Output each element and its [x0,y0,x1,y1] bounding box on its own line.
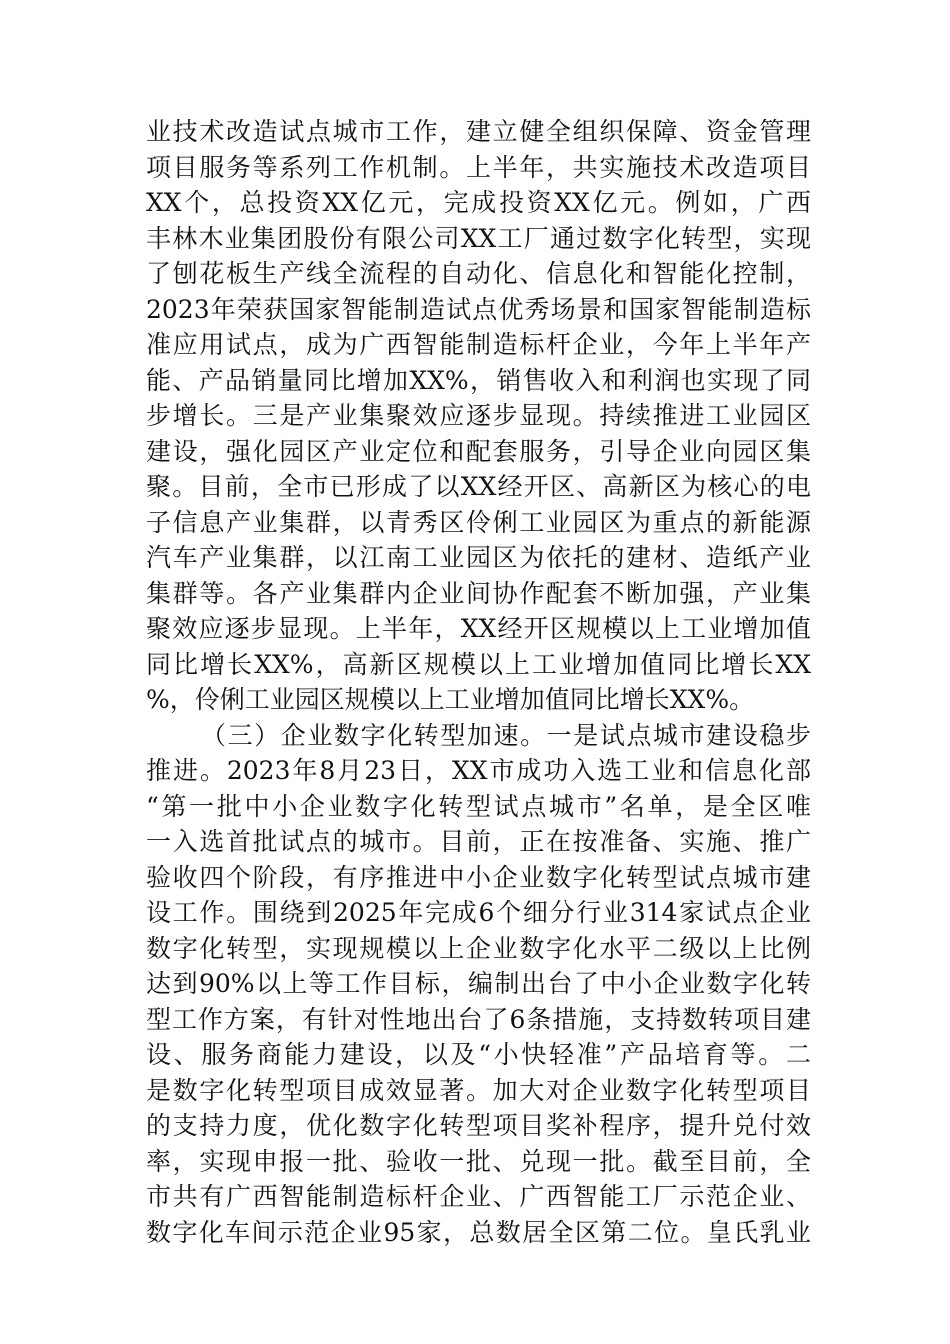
text-line: 汽车产业集群，以江南工业园区为依托的建材、造纸产业 [146,543,811,572]
text-line: 的支持力度，优化数字化转型项目奖补程序，提升兑付效 [146,1111,811,1140]
text-line: XX个，总投资XX亿元，完成投资XX亿元。例如，广西 [146,188,811,217]
text-line: 市共有广西智能制造标杆企业、广西智能工厂示范企业、 [146,1182,811,1211]
text-line: 集群等。各产业集群内企业间协作配套不断加强，产业集 [146,578,811,608]
text-line: 达到90%以上等工作目标，编制出台了中小企业数字化转 [146,969,811,998]
text-line: 率，实现申报一批、验收一批、兑现一批。截至目前，全 [146,1146,811,1176]
text-line: “第一批中小企业数字化转型试点城市”名单，是全区唯 [146,791,811,821]
text-line: 推进。2023年8月23日，XX市成功入选工业和信息化部 [146,756,811,785]
text-line: 同比增长XX%，高新区规模以上工业增加值同比增长XX [146,649,811,679]
section-heading-line: （三）企业数字化转型加速。一是试点城市建设稳步 [201,720,811,750]
text-line: 步增长。三是产业集聚效应逐步显现。持续推进工业园区 [146,401,811,430]
text-line: 设工作。围绕到2025年完成6个细分行业314家试点企业 [146,898,811,927]
text-line: 2023年荣获国家智能制造试点优秀场景和国家智能制造标 [146,294,811,324]
text-line: 设、服务商能力建设，以及“小快轻准”产品培育等。二 [146,1040,811,1069]
paragraph-end-line: %，伶俐工业园区规模以上工业增加值同比增长XX%。 [146,685,755,714]
body-text [146,114,811,1250]
text-line: 子信息产业集群，以青秀区伶俐工业园区为重点的新能源 [146,507,811,537]
text-line: 数字化转型，实现规模以上企业数字化水平二级以上比例 [146,933,811,963]
text-line: 数字化车间示范企业95家，总数居全区第二位。皇氏乳业 [146,1217,811,1247]
text-line: 是数字化转型项目成效显著。加大对企业数字化转型项目 [146,1075,811,1105]
text-line: 业技术改造试点城市工作，建立健全组织保障、资金管理 [146,117,811,146]
text-line: 了刨花板生产线全流程的自动化、信息化和智能化控制， [146,259,811,288]
text-line: 丰林木业集团股份有限公司XX工厂通过数字化转型，实现 [146,223,811,253]
text-line: 型工作方案，有针对性地出台了6条措施，支持数转项目建 [146,1004,811,1034]
text-line: 聚。目前，全市已形成了以XX经开区、高新区为核心的电 [146,472,811,501]
text-line: 聚效应逐步显现。上半年，XX经开区规模以上工业增加值 [146,614,811,643]
text-line: 准应用试点，成为广西智能制造标杆企业，今年上半年产 [146,330,811,359]
text-line: 一入选首批试点的城市。目前，正在按准备、实施、推广 [146,827,811,856]
text-line: 能、产品销量同比增加XX%，销售收入和利润也实现了同 [146,365,811,395]
text-line: 建设，强化园区产业定位和配套服务，引导企业向园区集 [146,436,811,466]
text-line: 验收四个阶段，有序推进中小企业数字化转型试点城市建 [146,862,811,892]
text-line: 项目服务等系列工作机制。上半年，共实施技术改造项目 [146,152,811,182]
